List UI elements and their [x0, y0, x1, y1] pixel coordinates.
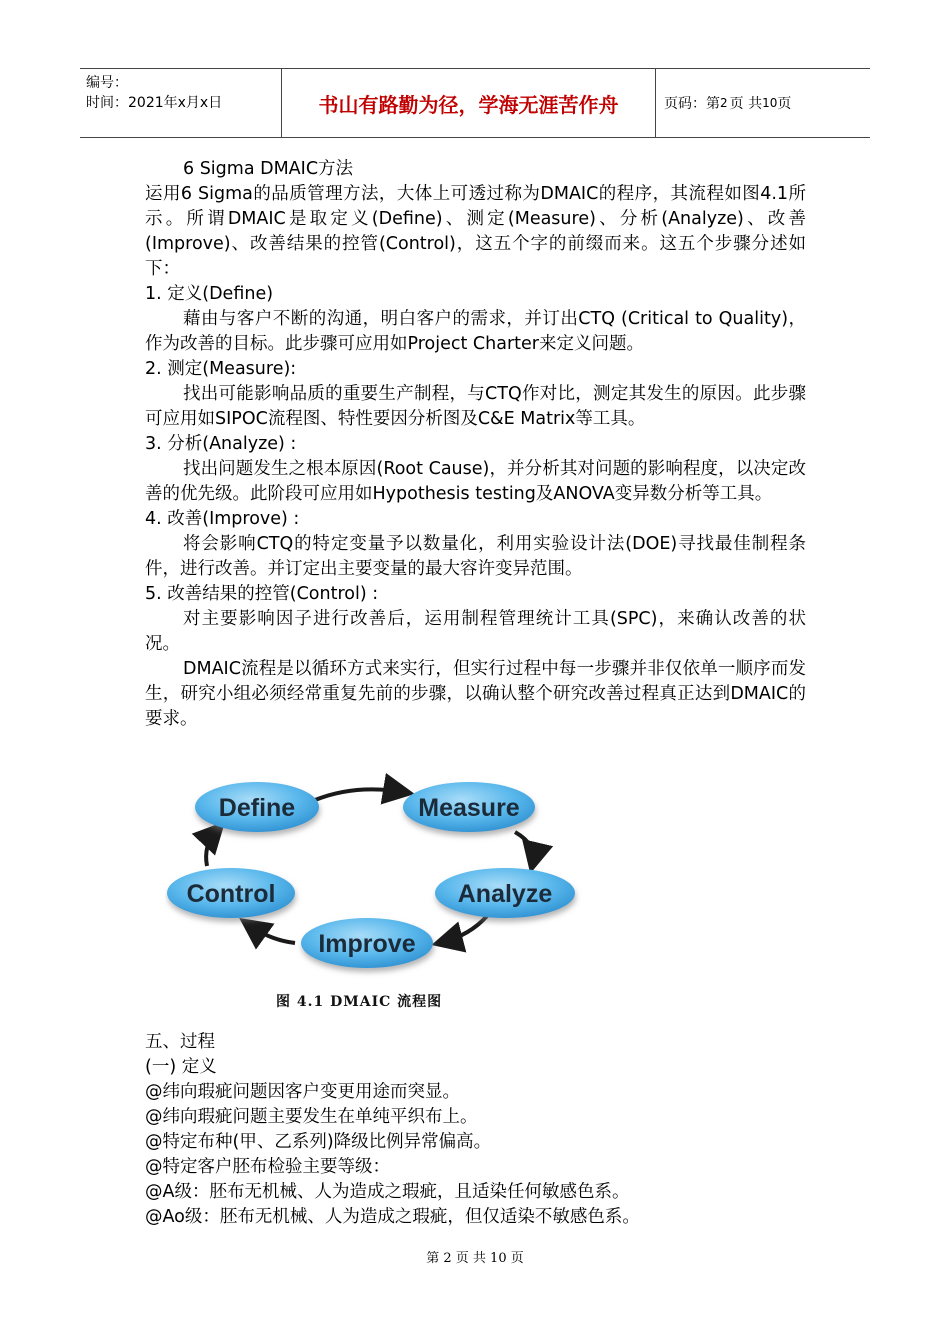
node-define-label: Define [218, 794, 296, 822]
step-4-heading: 4. 改善(Improve) : [145, 509, 300, 529]
page-suffix: 页 [777, 96, 792, 112]
list-item: @Ao级：胚布无机械、人为造成之瑕疵，但仅适染不敏感色系。 [145, 1207, 640, 1227]
header-motto: 书山有路勤为径，学海无涯苦作舟 [282, 69, 656, 137]
node-control [167, 868, 295, 918]
step-3-text: 找出问题发生之根本原因(Root Cause)，并分析其对问题的影响程度，以决定改善的优先级。此阶段可应用如Hypothesis testing及ANOVA变异数分析等工具。 [145, 459, 806, 504]
list-item: @纬向瑕疵问题主要发生在单纯平织布上。 [145, 1107, 478, 1127]
page-total: 10 [762, 96, 778, 110]
arrow-measure-to-analyze [515, 832, 534, 862]
page-footer: 第 2 页 共 10 页 [426, 1251, 524, 1266]
node-improve [301, 918, 433, 968]
figure-caption: 图 4.1 DMAIC 流程图 [276, 994, 443, 1010]
date-label: 时间：2021年x月x日 [86, 95, 223, 111]
list-item: @特定布种(甲、乙系列)降级比例异常偏高。 [145, 1132, 492, 1152]
number-label: 编号： [86, 75, 128, 91]
section-title: 6 Sigma DMAIC方法 [183, 159, 354, 179]
node-measure [403, 782, 535, 832]
header-page-info [655, 69, 870, 137]
arrow-define-to-measure [315, 789, 403, 800]
node-analyze [435, 868, 575, 918]
page-header [80, 68, 870, 138]
process-section [145, 1030, 806, 1230]
step-2-heading: 2. 测定(Measure): [145, 359, 297, 379]
dmaic-cycle-diagram [165, 770, 583, 985]
arrow-improve-to-control [249, 925, 295, 943]
closing-paragraph: DMAIC流程是以循环方式来实行，但实行过程中每一步骤并非仅依单一顺序而发生，研究小组必须经常重复先前的步骤，以确认整个研究改善过程真正达到DMAIC的要求。 [145, 659, 806, 729]
page-mid: 页 共 [729, 96, 763, 112]
step-3-heading: 3. 分析(Analyze) : [145, 434, 297, 454]
header-meta [80, 69, 282, 137]
process-title: 五、过程 [145, 1032, 215, 1052]
page-prefix: 页码：第 [664, 96, 720, 112]
list-item: @特定客户胚布检验主要等级： [145, 1157, 390, 1177]
document-body [145, 157, 806, 732]
arrow-control-to-define [206, 830, 217, 866]
node-improve-label: Improve [318, 930, 416, 958]
arrow-analyze-to-improve [443, 916, 487, 942]
process-subtitle: (一) 定义 [145, 1057, 217, 1077]
page-number: 2 [720, 96, 728, 110]
node-analyze-label: Analyze [457, 880, 553, 908]
step-2-text: 找出可能影响品质的重要生产制程，与CTQ作对比，测定其发生的原因。此步骤可应用如SIPOC流程图、特性要因分析图及C&E Matrix等工具。 [145, 384, 806, 429]
step-5-text: 对主要影响因子进行改善后，运用制程管理统计工具(SPC)，来确认改善的状况。 [145, 609, 806, 654]
node-control-label: Control [186, 880, 276, 908]
list-item: @A级：胚布无机械、人为造成之瑕疵，且适染任何敏感色系。 [145, 1182, 630, 1202]
step-1-text: 藉由与客户不断的沟通，明白客户的需求，并订出CTQ (Critical to Quality)，作为改善的目标。此步骤可应用如Project Charter来定义问题。 [145, 309, 806, 354]
node-define [195, 782, 319, 832]
node-measure-label: Measure [418, 794, 520, 822]
step-4-text: 将会影响CTQ的特定变量予以数量化，利用实验设计法(DOE)寻找最佳制程条件，进行改善。并订定出主要变量的最大容许变异范围。 [145, 534, 806, 579]
step-5-heading: 5. 改善结果的控管(Control) : [145, 584, 379, 604]
list-item: @纬向瑕疵问题因客户变更用途而突显。 [145, 1082, 460, 1102]
intro-paragraph: 运用6 Sigma的品质管理方法，大体上可透过称为DMAIC的程序，其流程如图4.1所示。所谓DMAIC是取定义(Define)、测定(Measure)、分析(Analyze)、改善(Improve)、改善结果的控管(Control)，这五个字的前缀而来。这五个步骤分述如下： [145, 184, 806, 279]
step-1-heading: 1. 定义(Define) [145, 284, 274, 304]
